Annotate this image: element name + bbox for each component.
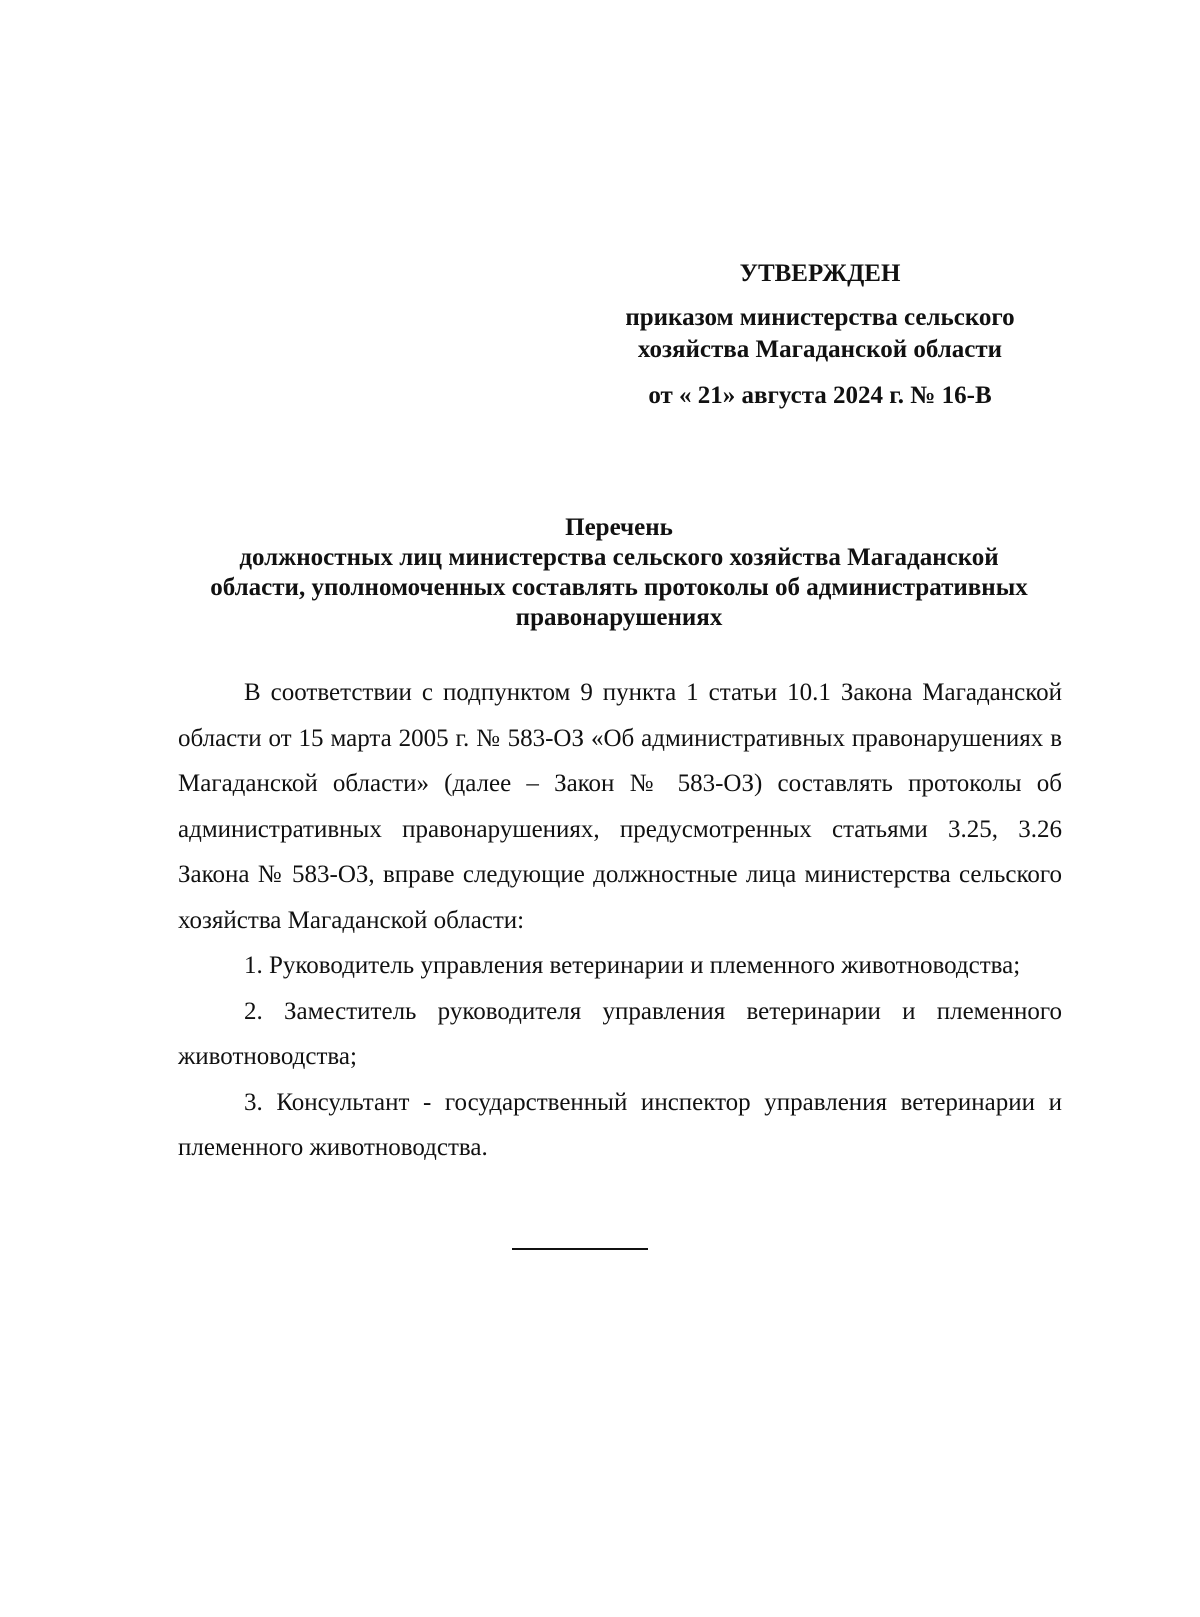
- heading-subtitle-line-2: области, уполномоченных составлять протоколы об административных: [210, 574, 1028, 601]
- document-body: [178, 670, 1062, 1171]
- document-heading: [178, 513, 1060, 633]
- intro-paragraph: В соответствии с подпунктом 9 пункта 1 статьи 10.1 Закона Магаданской области от 15 марта 2005 г. № 583-ОЗ «Об административных правонарушениях в Магаданской области» (далее – Закон № 583-ОЗ) составлять протоколы об административных правонарушениях, предусмотренных статьями 3.25, 3.26 Закона № 583-ОЗ, вправе следующие должностные лица министерства сельского хозяйства Магаданской области:: [178, 679, 1062, 934]
- approval-order-line-2: хозяйства Магаданской области: [637, 336, 1003, 363]
- list-item-2: 2. Заместитель руководителя управления ветеринарии и племенного животноводства;: [178, 997, 1062, 1070]
- approval-order-line-1: приказом министерства сельского: [625, 304, 1015, 331]
- heading-title: Перечень: [565, 514, 673, 541]
- list-item-1: 1. Руководитель управления ветеринарии и племенного животноводства;: [244, 952, 1021, 979]
- approval-title: УТВЕРЖДЕН: [739, 260, 901, 287]
- end-separator-line: [512, 1248, 648, 1250]
- approval-stamp-block: [590, 258, 1050, 412]
- approval-order-date: от « 21» августа 2024 г. № 16-В: [648, 382, 992, 409]
- heading-subtitle-line-1: должностных лиц министерства сельского хозяйства Магаданской: [239, 544, 999, 571]
- list-item-3: 3. Консультант - государственный инспектор управления ветеринарии и племенного животноводства.: [178, 1088, 1062, 1161]
- heading-subtitle-line-3: правонарушениях: [515, 604, 723, 631]
